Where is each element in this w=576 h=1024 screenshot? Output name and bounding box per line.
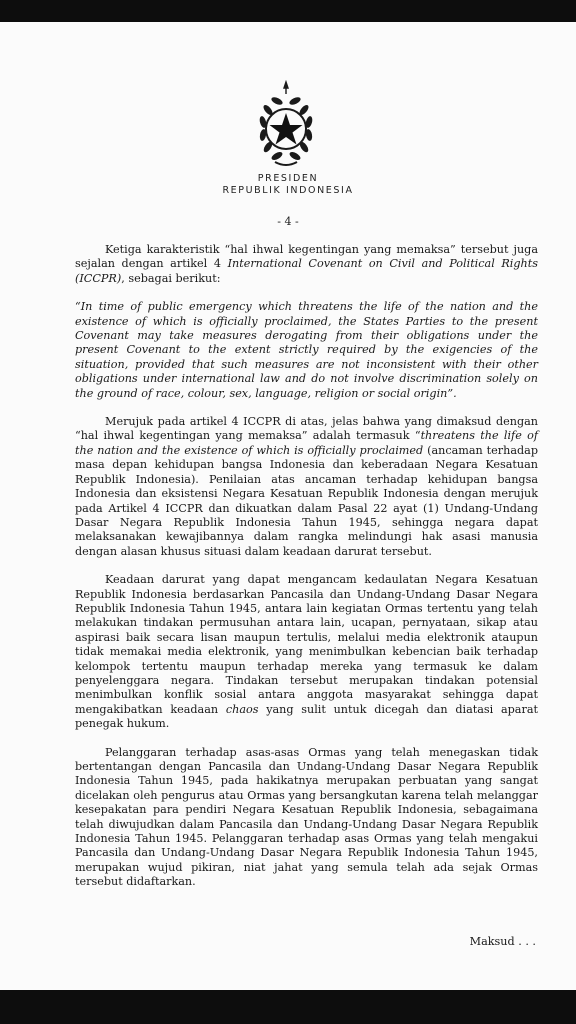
paragraph-1-text-a: Ketiga karakteristik “hal ihwal kegentingan yang memaksa” tersebut juga sejalan dengan artikel 4 <box>75 243 538 271</box>
paragraph-1 <box>75 243 538 286</box>
paragraph-3-text-a: Keadaan darurat yang dapat mengancam kedaulatan Negara Kesatuan Republik Indonesia berdasarkan Pancasila dan Undang-Undang Dasar Negara Republik Indonesia Tahun 1945, antara lain kegiatan Ormas tertentu yang telah melakukan tindakan permusuhan antara lain, ucapan, pernyataan, sikap atau aspirasi baik secara lisan maupun tertulis, melalui media elektronik ataupun tidak memakai media elektronik, yang menimbulkan kebencian baik terhadap kelompok tertentu maupun terhadap mereka yang termasuk ke dalam penyelenggara negara. Tindakan tersebut merupakan tindakan potensial menimbulkan konflik sosial antara anggota masyarakat sehingga dapat mengakibatkan keadaan <box>75 573 538 716</box>
presidential-star-emblem-icon <box>257 80 315 170</box>
paragraph-2-text-b: threatens the life of the nation and the existence of which is officially proclaimed <box>75 429 539 457</box>
paragraph-3-text-b: chaos <box>225 702 259 716</box>
next-page-hint: Maksud . . . <box>469 935 536 948</box>
header-line-republik-indonesia: REPUBLIK INDONESIA <box>222 185 354 196</box>
paragraph-3 <box>75 573 538 731</box>
page-number: - 4 - <box>277 215 299 228</box>
paragraph-1-text-c: , sebagai berikut: <box>121 271 221 285</box>
header-line-presiden: PRESIDEN <box>257 173 319 184</box>
paragraph-2-text-a: Merujuk pada artikel 4 ICCPR di atas, jelas bahwa yang dimaksud dengan “hal ihwal kegentingan yang memaksa” adalah termasuk “ <box>75 415 538 443</box>
paragraph-3-text-c: yang sulit untuk dicegah dan diatasi aparat penegak hukum. <box>75 702 538 731</box>
paragraph-1-text-b: International Covenant on Civil and Political Rights (ICCPR) <box>75 257 538 285</box>
bottom-black-bar <box>0 990 576 1024</box>
paragraph-2 <box>75 415 538 559</box>
top-black-bar <box>0 0 576 22</box>
iccpr-quote: “In time of public emergency which threatens the life of the nation and the existence of which is officially proclaimed, the States Parties to the present Covenant may take measures derogating from their obligations under the present Covenant to the extent strictly required by the exigencies of the situation, provided that such measures are not inconsistent with their other obligations under international law and do not involve discrimination solely on the ground of race, colour, sex, language, religion or social origin”. <box>75 300 538 400</box>
paragraph-4: Pelanggaran terhadap asas-asas Ormas yang telah menegaskan tidak bertentangan dengan Pancasila dan Undang-Undang Dasar Negara Republik Indonesia Tahun 1945, pada hakikatnya merupakan perbuatan yang sangat dicelakan oleh pengurus atau Ormas yang bersangkutan karena telah melanggar kesepakatan para pendiri Negara Kesatuan Republik Indonesia, sebagaimana telah diwujudkan dalam Pancasila dan Undang-Undang Dasar Negara Republik Indonesia Tahun 1945. Pelanggaran terhadap asas Ormas yang telah mengakui Pancasila dan Undang-Undang Dasar Negara Republik Indonesia Tahun 1945, merupakan wujud pikiran, niat jahat yang semula telah ada sejak Ormas tersebut didaftarkan. <box>75 745 538 889</box>
paragraph-2-text-c: (ancaman terhadap masa depan kehidupan bangsa Indonesia dan keberadaan Negara Kesatuan Republik Indonesia). Penilaian atas ancaman terhadap kehidupan bangsa Indonesia dan eksistensi Negara Kesatuan Republik Indonesia dengan merujuk pada Artikel 4 ICCPR dan dikuatkan dalam Pasal 22 ayat (1) Undang-Undang Dasar Negara Republik Indonesia Tahun 1945, sehingga negara dapat melaksanakan kewajibannya dalam rangka melindungi hak asasi manusia dengan alasan khusus situasi dalam keadaan darurat tersebut. <box>75 443 538 558</box>
document-body <box>75 243 538 904</box>
